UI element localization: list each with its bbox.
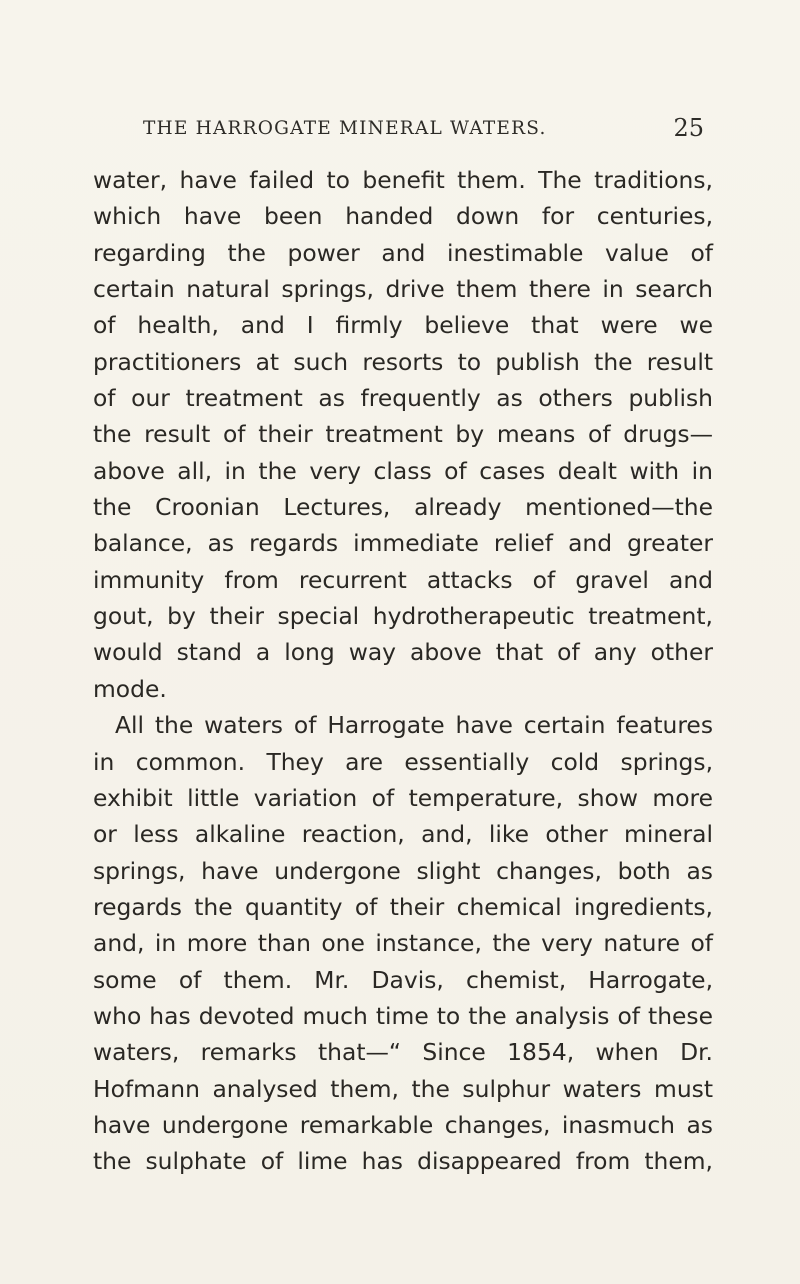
- text-line: who has devoted much time to the analysis of these: [93, 1001, 713, 1030]
- body-text: [93, 162, 713, 1180]
- text-line: immunity from recurrent attacks of gravel and: [93, 565, 713, 594]
- text-line: regards the quantity of their chemical ingredients,: [93, 892, 713, 921]
- text-line: water, have failed to benefit them. The traditions,: [93, 166, 713, 194]
- text-line: of our treatment as frequently as others publish: [93, 384, 713, 413]
- text-line: would stand a long way above that of any other: [93, 638, 713, 667]
- running-title: THE HARROGATE MINERAL WATERS.: [143, 118, 547, 139]
- text-line: Hofmann analysed them, the sulphur waters must: [93, 1074, 713, 1103]
- text-line: balance, as regards immediate relief and greater: [93, 529, 713, 558]
- text-line: of health, and I firmly believe that were we: [93, 311, 713, 340]
- text-line: in common. They are essentially cold springs,: [93, 747, 713, 776]
- text-line: which have been handed down for centuries,: [93, 202, 713, 231]
- text-line: waters, remarks that—“ Since 1854, when Dr.: [93, 1038, 713, 1067]
- text-line: springs, have undergone slight changes, both as: [93, 856, 713, 885]
- text-line: the result of their treatment by means of drugs—: [93, 420, 713, 449]
- text-line: practitioners at such resorts to publish the result: [93, 347, 713, 376]
- text-line: some of them. Mr. Davis, chemist, Harrogate,: [93, 965, 713, 994]
- text-line: have undergone remarkable changes, inasmuch as: [93, 1110, 713, 1139]
- text-line: gout, by their special hydrotherapeutic treatment,: [93, 602, 713, 631]
- text-line: or less alkaline reaction, and, like other mineral: [93, 820, 713, 849]
- text-line: the Croonian Lectures, already mentioned—the: [93, 493, 713, 522]
- text-line: regarding the power and inestimable value of: [93, 238, 713, 267]
- text-line: certain natural springs, drive them there in search: [93, 275, 713, 304]
- text-line: above all, in the very class of cases dealt with in: [93, 456, 713, 485]
- page-number: 25: [673, 114, 704, 142]
- text-line: mode.: [93, 674, 167, 703]
- text-line: exhibit little variation of temperature, show more: [93, 783, 713, 812]
- text-line: and, in more than one instance, the very nature of: [93, 929, 713, 958]
- text-line: the sulphate of lime has disappeared from them,: [93, 1147, 713, 1176]
- text-line: All the waters of Harrogate have certain features: [115, 711, 713, 740]
